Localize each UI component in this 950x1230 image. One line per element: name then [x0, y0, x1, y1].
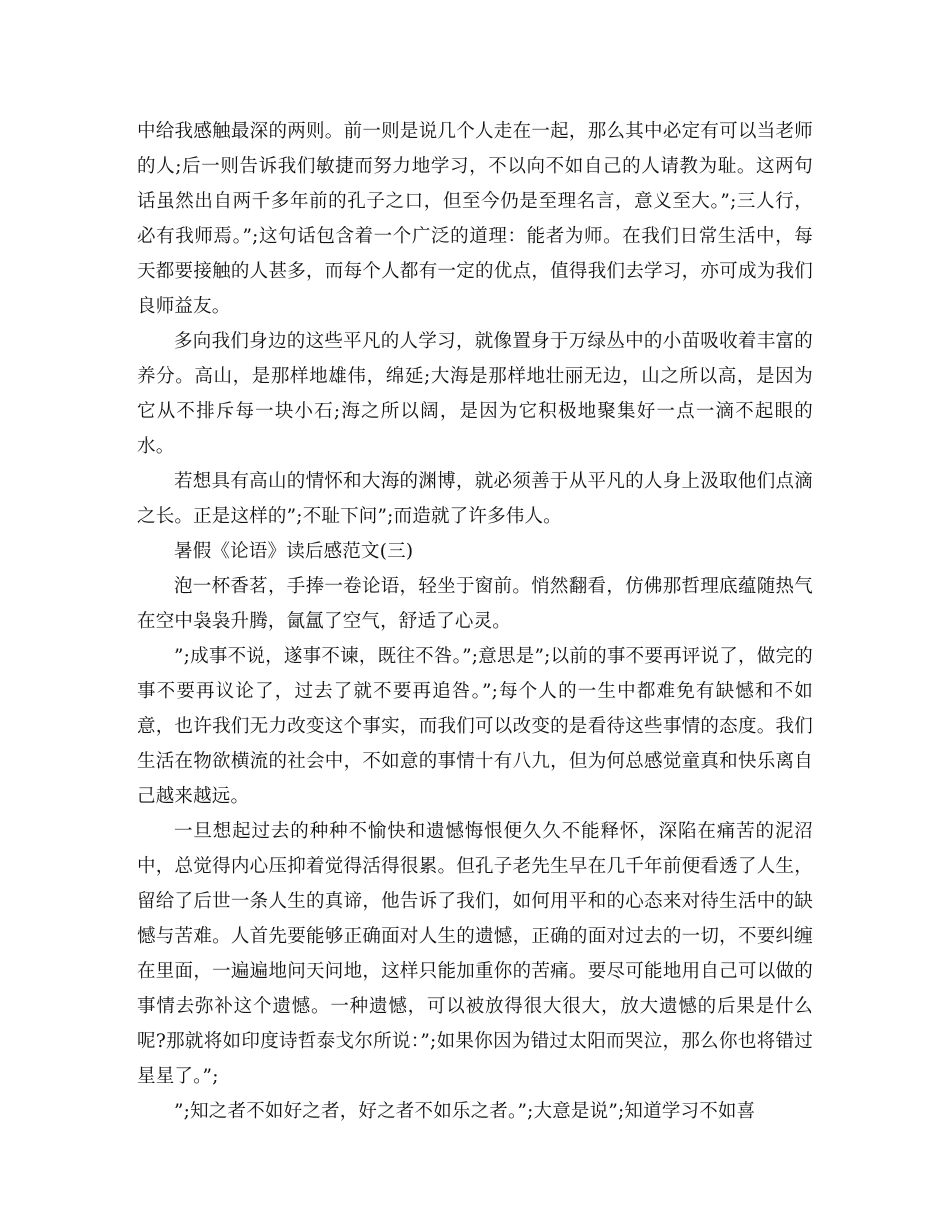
- paragraph-5: ”;成事不说，遂事不谏，既往不咎。”;意思是”;以前的事不要再评说了，做完的事不要再议论了，过去了就不要再追咎。”;每个人的一生中都难免有缺憾和不如意，也许我们无力改变这个事实，而我们可以改变的是看待这些事情的态度。我们生活在物欲横流的社会中，不如意的事情十有八九，但为何总感觉童真和快乐离自己越来越远。: [137, 646, 813, 807]
- paragraph-6: 一旦想起过去的种种不愉快和遗憾悔恨便久久不能释怀，深陷在痛苦的泥沼中，总觉得内心压抑着觉得活得很累。但孔子老先生早在几千年前便看透了人生，留给了后世一条人生的真谛，他告诉了我们，如何用平和的心态来对待生活中的缺憾与苦难。人首先要能够正确面对人生的遗憾，正确的面对过去的一切，不要纠缠在里面，一遍遍地问天问地，这样只能加重你的苦痛。要尽可能地用自己可以做的事情去弥补这个遗憾。一种遗憾，可以被放得很大很大，放大遗憾的后果是什么呢?那就将如印度诗哲泰戈尔所说：”;如果你因为错过太阳而哭泣，那么你也将错过星星了。”;: [137, 821, 813, 1087]
- paragraph-3: 若想具有高山的情怀和大海的渊博，就必须善于从平凡的人身上汲取他们点滴之长。正是这样的”;不耻下问”;而造就了许多伟人。: [137, 471, 813, 527]
- section-heading: 暑假《论语》读后感范文(三): [174, 541, 414, 562]
- paragraph-4: 泡一杯香茗，手捧一卷论语，轻坐于窗前。悄然翻看，仿佛那哲理底蕴随热气在空中袅袅升腾，氤氲了空气，舒适了心灵。: [137, 576, 813, 632]
- paragraph-7: ”;知之者不如好之者，好之者不如乐之者。”;大意是说”;知道学习不如喜: [174, 1101, 756, 1122]
- paragraph-2: 多向我们身边的这些平凡的人学习，就像置身于万绿丛中的小苗吸收着丰富的养分。高山，是那样地雄伟，绵延;大海是那样地壮丽无边，山之所以高，是因为它从不排斥每一块小石;海之所以阔，是因为它积极地聚集好一点一滴不起眼的水。: [137, 331, 813, 457]
- document-body: [137, 114, 813, 1129]
- paragraph-1: 中给我感触最深的两则。前一则是说几个人走在一起，那么其中必定有可以当老师的人;后一则告诉我们敏捷而努力地学习，不以向不如自己的人请教为耻。这两句话虽然出自两千多年前的孔子之口，但至今仍是至理名言，意义至大。”;三人行，必有我师焉。”;这句话包含着一个广泛的道理：能者为师。在我们日常生活中，每天都要接触的人甚多，而每个人都有一定的优点，值得我们去学习，亦可成为我们良师益友。: [137, 121, 813, 317]
